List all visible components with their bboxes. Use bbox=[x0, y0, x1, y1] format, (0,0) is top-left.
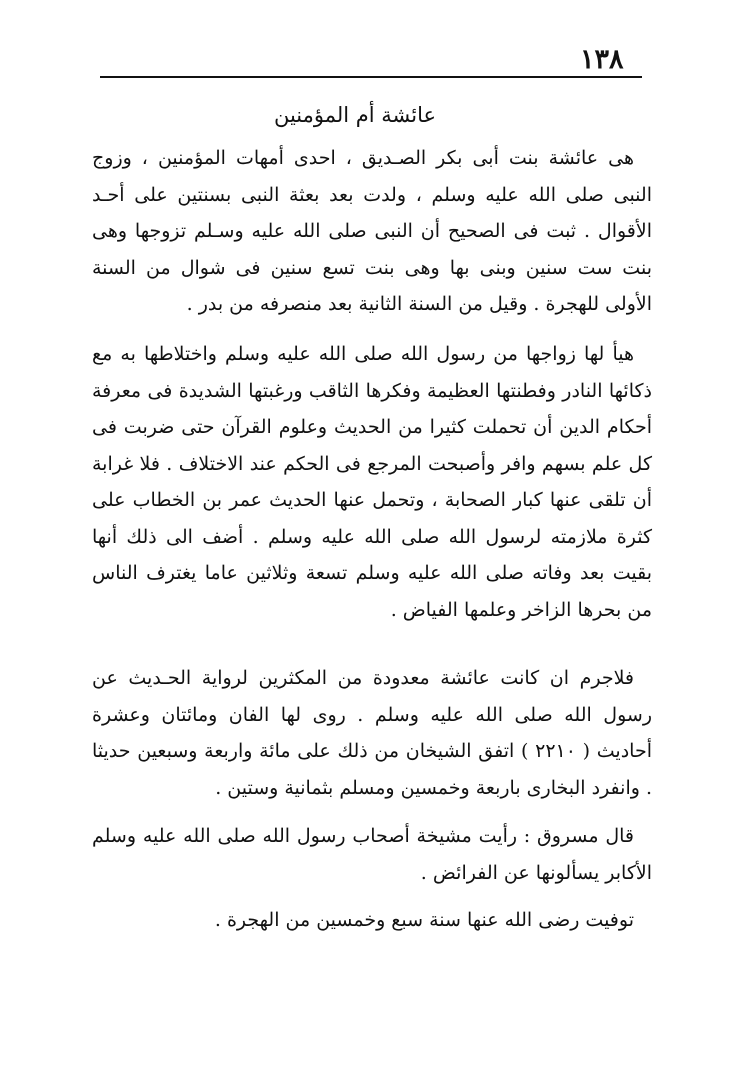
paragraph-2: هيأ لها زواجها من رسول الله صلى الله عليه وسلم واختلاطها به مع ذكائها النادر وفطنتها العظيمة وفكرها الثاقب ورغبتها الشديدة فى معرفة أحكام الدين أن تحملت كثيرا من الحديث وعلوم القرآن حتى ضربت فى كل علم بسهم وافر وأصبحت المرجع فى الحكم عند الاختلاف . فلا غرابة أن تلقى عنها كبار الصحابة ، وتحمل عنها الحديث عمر بن الخطاب على كثرة ملازمته لرسول الله صلى الله عليه وسلم . أضف الى ذلك أنها بقيت بعد وفاته صلى الله عليه وسلم تسعة وثلاثين عاما يغترف الناس من بحرها الزاخر وعلمها الفياض . bbox=[92, 343, 652, 621]
page-number: ١٣٨ bbox=[580, 44, 624, 75]
paragraph-4: قال مسروق : رأيت مشيخة أصحاب رسول الله صلى الله عليه وسلم الأكابر يسألونها عن الفرائض . bbox=[92, 825, 652, 884]
paragraph-5: توفيت رضى الله عنها سنة سبع وخمسين من الهجرة . bbox=[214, 909, 634, 931]
paragraph-3: فلاجرم ان كانت عائشة معدودة من المكثرين لرواية الحـديث عن رسول الله صلى الله عليه وسلم . روى لها الفان ومائتان وعشرة أحاديث ( ٢٢١٠ ) اتفق الشيخان من ذلك على مائة واربعة وسبعين حديثا . وانفرد البخارى باربعة وخمسين ومسلم بثمانية وستين . bbox=[92, 667, 652, 799]
header-rule bbox=[100, 76, 642, 78]
paragraph-1: هى عائشة بنت أبى بكر الصـديق ، احدى أمهات المؤمنين ، وزوج النبى صلى الله عليه وسلم ، ولدت بعد بعثة النبى بسنتين على أحـد الأقوال . ثبت فى الصحيح أن النبى صلى الله عليه وسـلم تزوجها وهى بنت ست سنين وبنى بها وهى بنت تسع سنين فى شوال من السنة الأولى للهجرة . وقيل من السنة الثانية بعد منصرفه من بدر . bbox=[92, 147, 652, 315]
chapter-title: عائشة أم المؤمنين bbox=[273, 103, 437, 127]
